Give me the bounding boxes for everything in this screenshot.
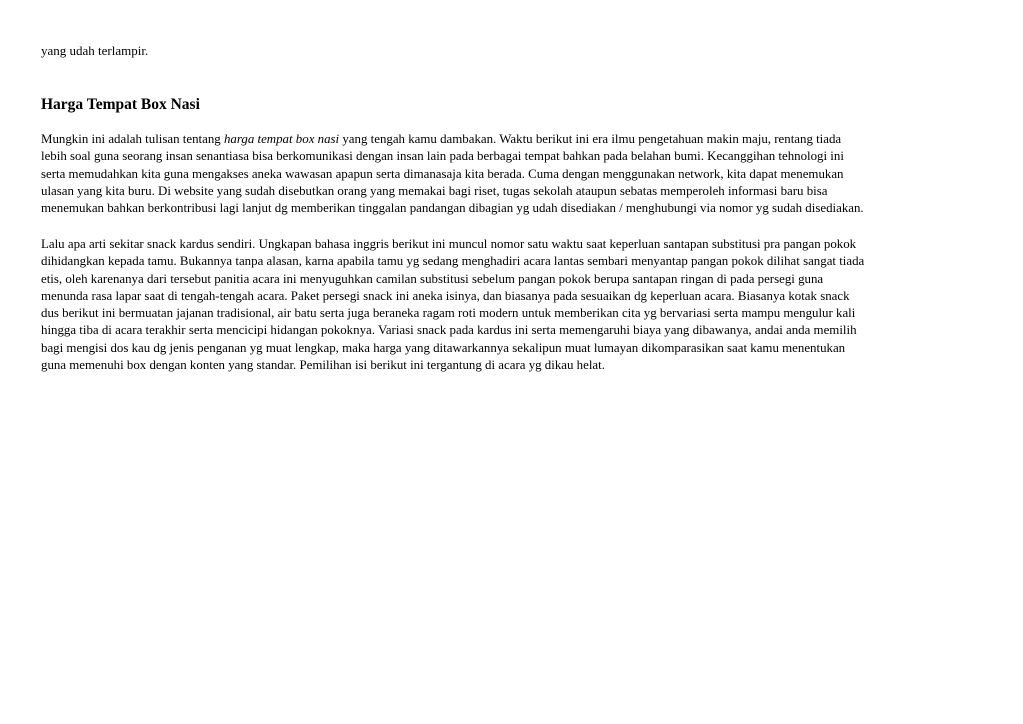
- paragraph-line: dus berikut ini bermuatan jajanan tradisional, air batu serta juga beraneka ragam roti modern untuk memberikan cita yg bervariasi serta mampu mengulur kali: [41, 306, 856, 321]
- paragraph-intro: [41, 131, 981, 217]
- paragraph-line: bagi mengisi dos kau dg jenis penganan yg muat lengkap, maka harga yang ditawarkannya sekalipun muat lumayan dikomparasikan saat kamu menentukan: [41, 340, 846, 355]
- paragraph-line: menemukan bahkan berkontribusi lagi lanjut dg memberikan tinggalan pandangan dibagian yg udah disediakan / menghubungi via nomor yg sudah disediakan.: [41, 201, 864, 216]
- paragraph-line: serta memudahkan kita guna mengakses aneka wawasan apapun serta dimanasaja kita berada. Cuma dengan menggunakan network, kita dapat menemukan: [41, 166, 844, 181]
- lead-text-line: yang udah terlampir.: [41, 43, 149, 58]
- paragraph-line: hingga tiba di acara terakhir serta mencicipi hidangan pokoknya. Variasi snack pada kardus ini serta memengaruhi biaya yang dibawanya, andai anda memilih: [41, 323, 857, 338]
- paragraph-line: ulasan yang kita buru. Di website yang sudah disebutkan orang yang memakai bagi riset, tugas sekolah ataupun sebatas memperoleh informasi baru bisa: [41, 183, 828, 198]
- paragraph-line: menunda rasa lapar saat di tengah-tengah acara. Paket persegi snack ini aneka isinya, dan biasanya pada sesuaikan dg keperluan acara. Biasanya kotak snack: [41, 288, 850, 303]
- paragraph-line: dihidangkan kepada tamu. Bukannya tanpa alasan, karna apabila tamu yg sedang menghadiri acara lantas sembari menyantap pangan pokok dilihat sangat tiada: [41, 254, 865, 269]
- paragraph-snack-box: [41, 236, 981, 374]
- paragraph-line: lebih soal guna seorang insan senantiasa bisa berkomunikasi dengan insan lain pada berbagai tempat bahkan pada belahan bumi. Kecanggihan tehnologi ini: [41, 149, 844, 164]
- text-run: Mungkin ini adalah tulisan tentang: [41, 132, 224, 146]
- paragraph-line: [41, 131, 981, 148]
- paragraph-line: Lalu apa arti sekitar snack kardus sendiri. Ungkapan bahasa inggris berikut ini muncul nomor satu waktu saat keperluan santapan substitusi pra pangan pokok: [41, 237, 857, 251]
- section-heading: Harga Tempat Box Nasi: [41, 96, 200, 113]
- paragraph-line: guna memenuhi box dengan konten yang standar. Pemilihan isi berikut ini tergantung di acara yg dikau helat.: [41, 358, 605, 373]
- text-run: yang tengah kamu dambakan. Waktu berikut ini era ilmu pengetahuan makin maju, rentang tiada: [339, 132, 842, 146]
- italic-phrase: harga tempat box nasi: [223, 132, 340, 146]
- paragraph-line: etis, oleh karenanya dari tersebut panitia acara ini menyuguhkan camilan substitusi sebelum pangan pokok berupa santapan ringan di pada persegi guna: [41, 271, 824, 286]
